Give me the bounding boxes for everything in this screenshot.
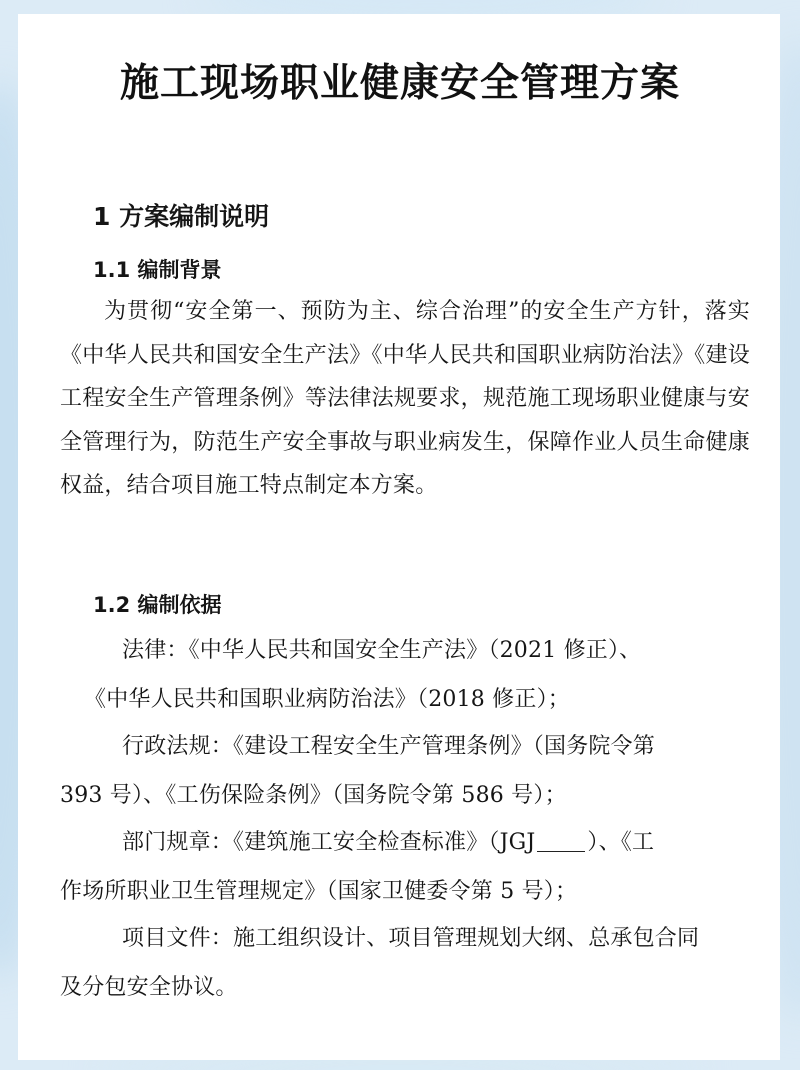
section-heading-plan-description: 1 方案编制说明 <box>93 202 270 231</box>
background-paragraph: 为贯彻“安全第一、预防为主、综合治理”的安全生产方针，落实《中华人民共和国安全生产法》《中华人民共和国职业病防治法》《建设工程安全生产管理条例》等法律法规要求，规范施工现场职业健康与安全管理行为，防范生产安全事故与职业病发生，保障作业人员生命健康权益，结合项目施工特点制定本方案。 <box>60 299 750 498</box>
department-rules-text-before-blank: 部门规章：《建筑施工安全检查标准》（JGJ <box>122 830 536 855</box>
basis-item-laws <box>60 627 750 724</box>
basis-regulations-line-2: 393 号）、《工伤保险条例》（国务院令第 586 号）； <box>60 782 567 808</box>
subsection-heading-basis: 1.2 编制依据 <box>93 593 222 617</box>
basis-regulations-line-1: 行政法规：《建设工程安全生产管理条例》（国务院令第 <box>122 734 656 759</box>
basis-laws-line-1: 法律：《中华人民共和国安全生产法》（2021 修正）、 <box>122 638 642 663</box>
department-rules-text-after-blank: ）、《工 <box>587 830 655 855</box>
basis-department-rules-line-2: 作场所职业卫生管理规定》（国家卫健委令第 5 号）； <box>60 878 578 904</box>
basis-project-documents-line-2: 及分包安全协议。 <box>60 974 238 1000</box>
basis-item-project-documents <box>60 915 750 1012</box>
basis-project-documents-line-1: 项目文件：施工组织设计、项目管理规划大纲、总承包合同 <box>122 926 700 951</box>
document-title: 施工现场职业健康安全管理方案 <box>119 61 680 106</box>
basis-laws-line-2: 《中华人民共和国职业病防治法》（2018 修正）； <box>84 686 570 712</box>
basis-department-rules-line-1 <box>60 819 750 868</box>
subsection-heading-background: 1.1 编制背景 <box>93 258 222 282</box>
basis-item-regulations <box>60 723 750 820</box>
standard-number-blank <box>537 832 585 852</box>
basis-item-department-rules <box>60 819 750 916</box>
